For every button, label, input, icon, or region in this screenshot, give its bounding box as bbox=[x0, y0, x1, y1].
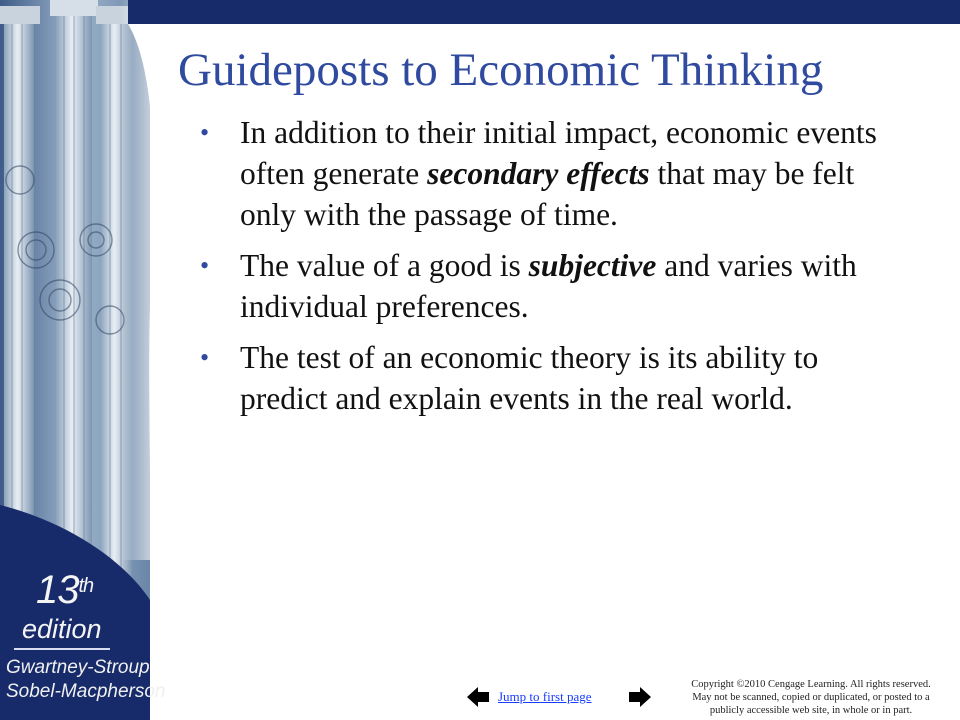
copyright-line-1: Copyright ©2010 Cengage Learning. All rights reserved. bbox=[691, 679, 931, 690]
copyright-notice bbox=[668, 678, 954, 717]
edition-suffix: th bbox=[78, 575, 94, 597]
edition-number: 13th bbox=[36, 568, 94, 612]
bullet-text: that may be felt only with the passage of time. bbox=[240, 156, 855, 232]
next-slide-button[interactable] bbox=[628, 686, 652, 708]
author-names bbox=[6, 656, 166, 704]
jump-to-first-page-link[interactable]: Jump to first page bbox=[498, 689, 592, 704]
copyright-line-3: publicly accessible web site, in whole or in part. bbox=[709, 705, 913, 716]
previous-slide-button[interactable] bbox=[466, 686, 490, 708]
authors-line-2: Sobel-Macpherson bbox=[6, 681, 166, 702]
arrow-left-icon bbox=[466, 686, 490, 708]
edition-label: edition bbox=[22, 614, 102, 644]
bullet-emphasis: secondary effects bbox=[427, 156, 650, 191]
edition-divider bbox=[14, 648, 110, 650]
copyright-line-2: May not be scanned, copied or duplicated, or posted to a bbox=[692, 692, 930, 703]
bullet-text: In addition to their initial impact, economic events often generate bbox=[240, 115, 877, 191]
bullet-item bbox=[200, 245, 900, 327]
header-bar bbox=[128, 0, 960, 24]
arrow-right-icon bbox=[628, 686, 652, 708]
columns-artwork bbox=[0, 0, 170, 720]
bullet-item bbox=[200, 112, 900, 235]
bullet-icon: • bbox=[200, 251, 210, 280]
bullet-icon: • bbox=[200, 343, 210, 372]
bullet-text: and varies with individual preferences. bbox=[240, 248, 857, 324]
left-decorative-panel bbox=[0, 0, 170, 720]
slide-title: Guideposts to Economic Thinking bbox=[178, 44, 824, 96]
bullet-text: The value of a good is bbox=[240, 248, 529, 283]
bullet-icon: • bbox=[200, 118, 210, 147]
bullet-emphasis: subjective bbox=[528, 248, 657, 283]
bullet-text: The test of an economic theory is its ability to predict and explain events in the real world. bbox=[240, 340, 819, 416]
bullet-item bbox=[200, 337, 900, 419]
authors-line-1: Gwartney-Stroup bbox=[6, 657, 150, 678]
bullet-list bbox=[200, 112, 900, 429]
